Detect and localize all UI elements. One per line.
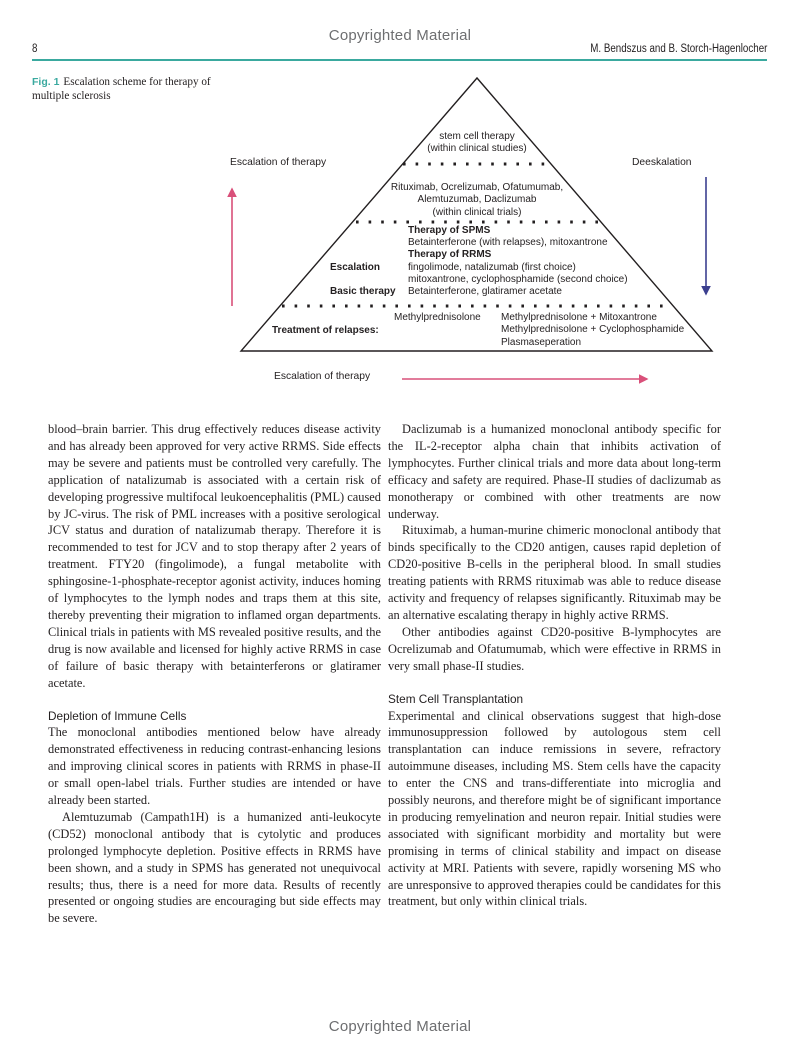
relapse-option: Methylprednisolone + Cyclophosphamide bbox=[501, 324, 685, 336]
relapse-option: Plasmaseperation bbox=[501, 336, 582, 348]
relapse-options bbox=[501, 312, 684, 349]
relapse-option: Methylprednisolone + Mitoxantrone bbox=[501, 312, 657, 323]
paragraph: Experimental and clinical observations suggest that high-dose immunosuppression followed by autologous stem cell transplantation can induce remissions in severe, refractory autoimmune diseases, including MS. Stem cells have the capacity to enter the CNS and trans-differentiate into microglia and possibly neurons, and therefore might be of significant importance in producing remyelination and neuron repair. Initial studies were associated with significant morbidity and mortality but were promising in terms of clinical stability and impact on disease activity at MRI. Patients with severe, rapidly worsening MS who are unresponsive to approved therapies could be candidates for this treatment, but only within clinical trials. bbox=[388, 708, 721, 909]
copyright-watermark-bottom: Copyrighted Material bbox=[328, 1018, 472, 1035]
basic-therapy-text: Betainterferone, glatiramer acetate bbox=[408, 286, 562, 297]
spms-text: Betainterferone (with relapses), mitoxantrone bbox=[408, 237, 608, 248]
section-heading-stem-cell: Stem Cell Transplantation bbox=[388, 691, 524, 706]
paragraph: Daclizumab is a humanized monoclonal antibody specific for the IL-2-receptor alpha chain that inhibits activation of lymphocytes. Further clinical trials and more data about long-term efficacy and safety are required. Phase-II studies of daclizumab as monotherapy or combined with other treatments are now underway. bbox=[388, 422, 721, 521]
relapse-label: Treatment of relapses: bbox=[272, 325, 379, 336]
figure-caption-text: Escalation scheme for therapy of multiple sclerosis bbox=[32, 76, 211, 102]
paragraph: The monoclonal antibodies mentioned below have already demonstrated effectiveness in reducing contrast-enhancing lesions and improving clinical scores in patients with RRMS in phase-II or small open-label trials. Further studies are intended or have already been started. bbox=[48, 725, 381, 808]
side-label-deescalation: Deeskalation bbox=[632, 157, 692, 168]
paragraph: Alemtuzumab (Campath1H) is a humanized anti-leukocyte (CD52) monoclonal antibody that is cytolytic and produces prolonged lymphocyte depletion. Positive effects in RRMS have been shown, and a study in SPMS has generated not unequivocal results; thus, there is a need for more data. Results of recently presented or ongoing studies are encouraging but side effects may be severe. bbox=[48, 809, 381, 926]
paragraph: blood–brain barrier. This drug effectively reduces disease activity and has already been approved for very active RRMS. Side effects may be severe and patients must be controlled very carefully. The application of natalizumab is associated with a certain risk of developing progressive multifocal leukoencephalitis (PML) caused by JC-virus. The risk of PML increases with a positive serological JCV status and duration of natalizumab therapy. Therefore it is recommended to test for JCV and to stop therapy after 2 years of treatment. FTY20 (fingolimode), a fungal metabolite with sphingosine-1-phosphate-receptor agonist activity, induces homing of lymphocytes to the lymph nodes and traps them at this site, thereby preventing their migration to inflamed organ departments. Clinical trials in patients with MS revealed positive results, and the drug is now available and licensed for highly active RRMS in case of failure of basic therapy with betainterferons or glatiramer acetate. bbox=[48, 422, 381, 690]
right-text-column bbox=[388, 421, 721, 910]
copyright-watermark-top: Copyrighted Material bbox=[328, 27, 472, 44]
page-number: 8 bbox=[32, 43, 38, 55]
running-head-authors: M. Bendszus and B. Storch-Hagenlocher bbox=[589, 43, 767, 55]
side-label-escalation: Escalation of therapy bbox=[230, 157, 327, 168]
tier-top-line-2: (within clinical studies) bbox=[427, 143, 527, 155]
basic-therapy-label: Basic therapy bbox=[330, 286, 396, 297]
tier-second-line-1: Rituximab, Ocrelizumab, Ofatumumab, bbox=[390, 182, 564, 193]
figure-label: Fig. 1 bbox=[32, 76, 60, 88]
tier-top-text bbox=[407, 131, 547, 156]
tier-second-line-3: (within clinical trials) bbox=[432, 206, 522, 218]
left-text-column bbox=[48, 421, 381, 927]
rrms-heading: Therapy of RRMS bbox=[408, 249, 492, 260]
escalation-first-choice: fingolimode, natalizumab (first choice) bbox=[408, 262, 576, 273]
tier-second-text bbox=[377, 182, 577, 219]
section-heading-depletion: Depletion of Immune Cells bbox=[48, 708, 187, 723]
tier-top-line-1: stem cell therapy bbox=[439, 131, 515, 142]
tier-second-line-2: Alemtuzumab, Daclizumab bbox=[417, 194, 537, 206]
relapse-first-line: Methylprednisolone bbox=[394, 312, 481, 323]
bottom-label-escalation: Escalation of therapy bbox=[274, 371, 371, 382]
paragraph: Rituximab, a human-murine chimeric monoclonal antibody that binds specifically to the CD20 antigen, causes rapid depletion of CD20-positive B-cells in the peripheral blood. In small studies treating patients with RRMS rituximab was able to reduce disease activity and frequency of relapses significantly. Rituximab may be an alternative escalating therapy in highly active RRMS. bbox=[388, 523, 721, 622]
escalation-pyramid-figure bbox=[0, 0, 800, 400]
spms-heading: Therapy of SPMS bbox=[408, 225, 491, 236]
escalation-second-choice: mitoxantrone, cyclophosphamide (second choice) bbox=[408, 274, 628, 285]
paragraph: Other antibodies against CD20-positive B-lymphocytes are Ocrelizumab and Ofatumumab, which were effective in RRMS in very small phase-II studies. bbox=[388, 624, 721, 673]
escalation-label: Escalation bbox=[330, 262, 381, 273]
